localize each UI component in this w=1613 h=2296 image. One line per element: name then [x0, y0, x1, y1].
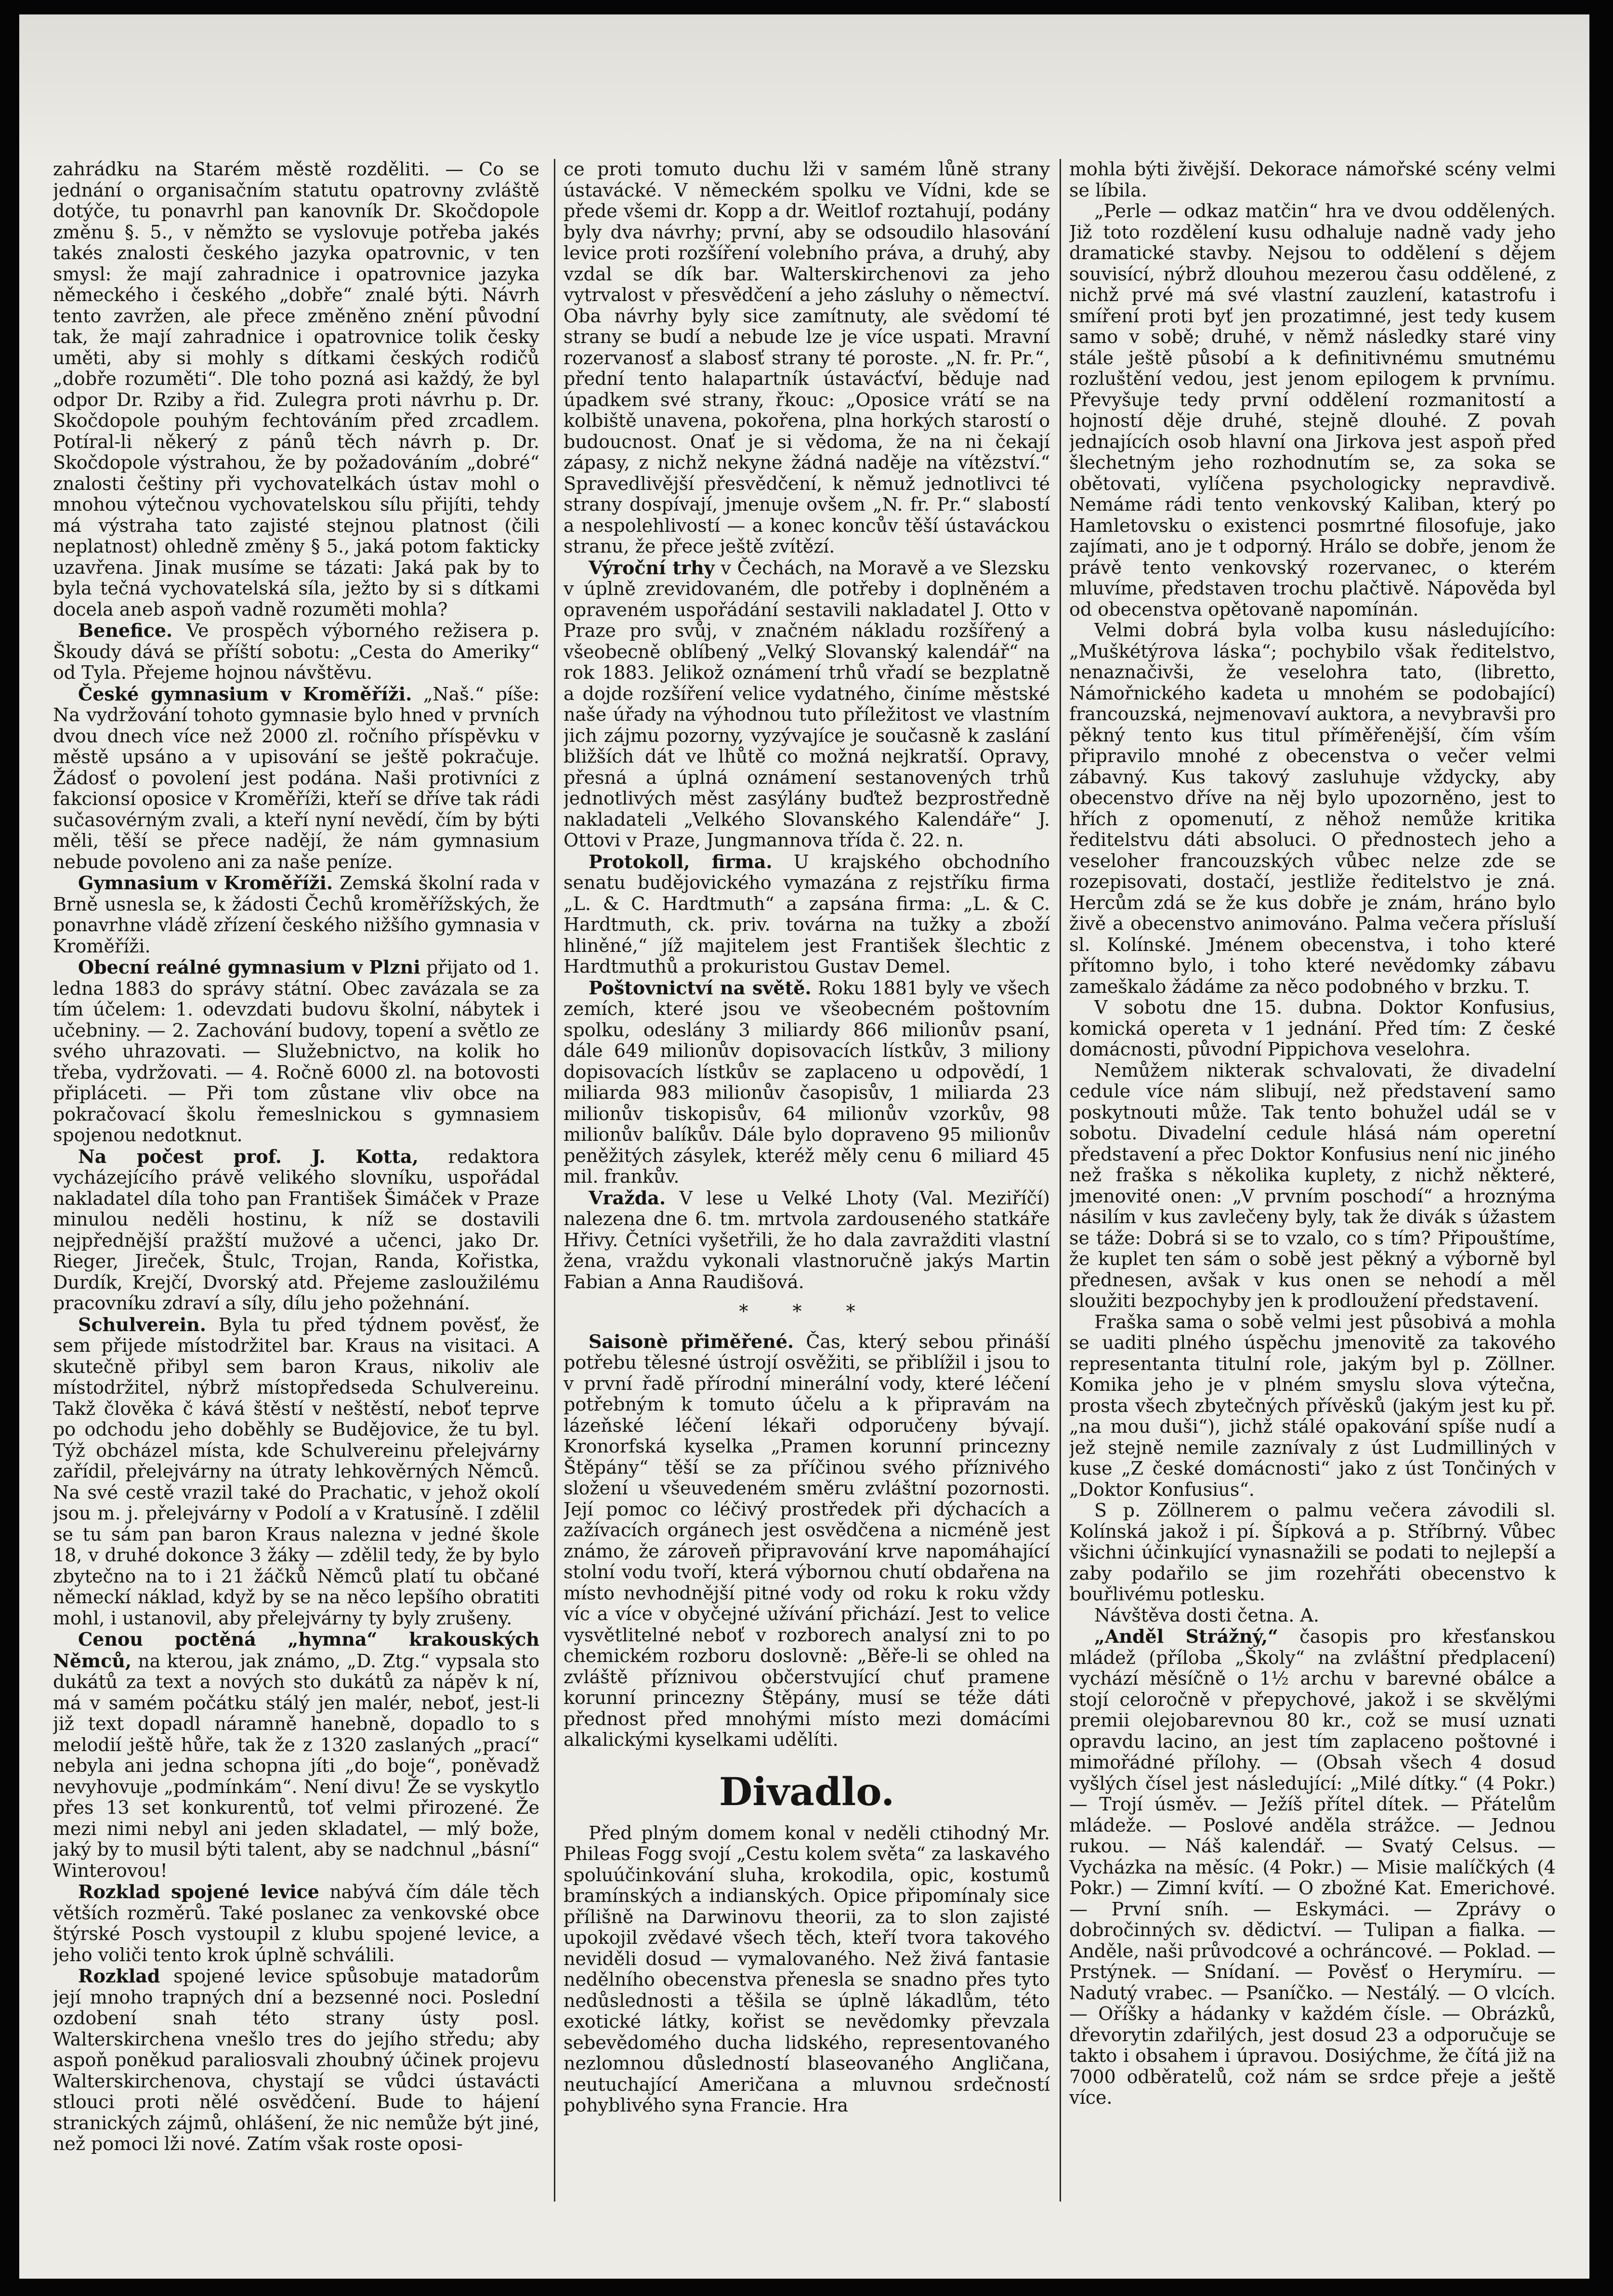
article-paragraph: [1069, 159, 1556, 201]
article-paragraph: [564, 1823, 1050, 2116]
article-text: zahrádku na Starém městě rozděliti. — Co se jednání o organisačním statutu opatrovny zvláště dotýče, tu ponavrhl pan kanovník Dr. Skočdopole změnu §. 5., v němžto se vyslovuje potřeba jakés takés znalosti českého jazyka opatrovnic, v ten smysl: že mají zahradnice i opatrovnice jazyka německého i českého „dobře“ znalé býti. Návrh tento zavržen, ale přece změněno znění původní tak, že mají zahradnice i opatrovnice tolik česky uměti, aby si mohly s dítkami českých rodičů „dobře rozuměti“. Dle toho pozná asi každý, že byl odpor Dr. Rziby a řid. Zulegra proti návrhu p. Dr. Skočdopole pouhým fechtováním před zrcadlem. Potíral-li někerý z pánů těch návrh p. Dr. Skočdopole výstrahou, že by požadováním „dobré“ znalosti češtiny při vychovatelkách ústav mohl o mnohou výtečnou vychovatelskou sílu přijíti, tehdy má výstraha tato zajisté stejnou platnost (čili neplatnost) ohledně změny § 5., jaká potom fakticky uzavřena. Jinak musíme se tázati: Jaká pak by to byla tečná vychovatelská síla, ježto by si s dítkami docela aneb aspoň vadně rozuměti mohla?: [53, 159, 539, 620]
article-text: Roku 1881 byly ve všech zemích, které jsou ve všeobecném poštovním spolku, odeslány 3 miliardy 866 milionův psaní, dále 649 milionův dopisovacích lístkův, 3 miliony dopisovacích lístkův se zaplaceno u odpovědí, 1 miliarda 983 milionův časopisův, 1 miliarda 23 milionův tiskopisův, 64 milionův vzorkův, 98 milionův balíkův. Dále bylo dopraveno 95 milionův peněžitých zásylek, kteréž měly cenu 6 miliard 45 mil. frankův.: [564, 977, 1050, 1187]
article-headline: Poštovnictví na světě.: [589, 976, 812, 999]
article-text: Návštěva dosti četna. A.: [1094, 1604, 1319, 1626]
article-paragraph: [564, 1188, 1050, 1293]
column-rule: [1060, 159, 1061, 2202]
newspaper-page: [19, 14, 1589, 2279]
article-paragraph: [1069, 1626, 1556, 2109]
article-headline: Benefice.: [78, 620, 173, 641]
article-headline: Rozklad spojené levice: [78, 1881, 319, 1902]
article-paragraph: [1069, 1060, 1556, 1312]
article-paragraph: [1069, 201, 1556, 620]
article-text: přijato od 1. ledna 1883 do správy státní. Obec zavázala se za tím účelem: 1. odevzdati budovu školní, nábytek i učebniny. — 2. Zachování budovy, topení a světlo ze svého uhrazovati. — Služebnictvo, na kolik ho třeba, vydržovati. — 4. Ročně 6000 zl. na botovosti připláceti. — Při tom zůstane vliv obce na pokračovací školu řemeslnickou s gymnasiem spojenou nedotknut.: [53, 957, 539, 1146]
article-paragraph: [53, 159, 539, 620]
article-headline: Vražda.: [589, 1187, 666, 1209]
article-text: v Čechách, na Moravě a ve Slezsku v úplně zrevidovaném, dle potřeby i doplněném a opraveném uspořádání sestavili nakladatel J. Otto v Praze pro svůj, v značném nákladu rozšířený a všeobecně oblíbený „Velký Slovanský kalendář“ na rok 1883. Jelikož oznámení trhů vřadí se bezplatně a dojde rozšíření velice vydatného, činíme městské naše úřady na výhodnou tuto příležitost ve vlastním jich zájmu pozorny, vyzývajíce je současně k zaslání bližších dát ve lhůtě co možná nejkratší. Opravy, přesná a úplná oznámení sestanovených trhů jednotlivých měst zasýlány buďtež bezprostředně nakladateli „Velkého Slovanského Kalendáře“ J. Ottovi v Praze, Jungmannova třída č. 22. n.: [564, 557, 1050, 851]
article-paragraph: [1069, 1312, 1556, 1501]
article-headline: Cenou poctěná „hymna“ krakouských Němců,: [53, 1628, 539, 1672]
article-paragraph: [53, 1881, 539, 1966]
article-headline: „Anděl Strážný,“: [1094, 1625, 1278, 1647]
article-paragraph: [1069, 997, 1556, 1060]
article-text: Zemská školní rada v Brně usnesla se, k žádosti Čechů kroměřížských, že ponavrhne vládě zřízení českého nižšího gymnasia v Kroměříži.: [53, 872, 539, 957]
article-text: Byla tu před týdnem pověsť, že sem přijede místodržitel bar. Kraus na visitaci. A skutečně přibyl sem baron Kraus, nikoliv ale místodržitel, nýbrž místopředseda Schulvereinu. Takž člověka č kává štěstí v neštěstí, neboť teprve po odchodu jeho doběhly se Budějovice, že tu byl. Týž obcházel místa, kde Schulvereinu přelejvárny zařídil, přelejvárny na útraty lehkověrných Němců. Na své cestě vrazil také do Prachatic, v jehož okolí jsou m. j. přelejvárny v Podolí a v Kratusíně. I zdělil se tu sám pan baron Kraus nalezna v jedné škole 18, v druhé dokonce 3 žáky — zdělil tedy, že by bylo zbytečno na to i 21 žáčků Němců platí tu občané německí náklad, když by se na něco lepšího obratiti mohl, i ustanovil, aby přelejvárny ty byly zrušeny.: [53, 1314, 539, 1629]
column-3: [1069, 159, 1556, 2202]
article-paragraph: [53, 1966, 539, 2155]
article-paragraph: [564, 977, 1050, 1188]
article-headline: Schulverein.: [78, 1313, 207, 1335]
article-paragraph: [1069, 1500, 1556, 1605]
show-through-header: [19, 14, 1589, 159]
article-paragraph: [564, 851, 1050, 977]
article-text: nabývá čím dále těch větších rozměrů. Také poslanec za venkovské obce štýrské Posch vystoupil z klubu spojené levice, a jeho voliči tento krok úplně schválili.: [53, 1881, 539, 1966]
article-headline: Na počest prof. J. Kotta,: [78, 1145, 419, 1167]
article-text: „Naš.“ píše: Na vydržování tohoto gymnasie bylo hned v prvních dvou dnech více než 2000 zl. ročního příspěvku v městě upsáno a v upisování se ještě pokračuje. Žádosť o povolení jest podána. Naši protivníci z fakcionsí oposice v Kroměříži, kteří se dříve tak rádi sučasovérným zvali, a kteří nyní nevědí, čím by býti měli, těší se přece nadějí, že nám gymnasium nebude povoleno ani za naše peníze.: [53, 683, 539, 872]
article-paragraph: [1069, 620, 1556, 997]
article-text: časopis pro křesťanskou mládež (příloba „Školy“ na zvláštní předplacení) vychází měsíčně o 1½ archu v barevné obálce a stojí celoročně v přepychové, jakož i se skvělými premii olejobarevnou 80 kr., což se musí uznati opravdu lacino, an jest tím zaplaceno poštovné i mimořádné přílohy. — (Obsah všech 4 dosud vyšlých čísel jest následující: „Milé dítky.“ (4 Pokr.) — Trojí úsměv. — Ježíš přítel dítek. — Přátelům mládeže. — Poslové anděla strážce. — Jednou rukou. — Náš kalendář. — Svatý Celsus. — Vycházka na měsíc. (4 Pokr.) — Misie malíčkých (4 Pokr.) — Zimní kvítí. — O zbožné Kat. Emerichové. — První sníh. — Eskymáci. — Zprávy o dobročinných sv. dědictví. — Tulipan a fialka. — Anděle, naši průvodcové a ochráncové. — Poklad. — Prstýnek. — Snídaní. — Pověsť o Herymíru. — Nadutý vrabec. — Psaníčko. — Nestálý. — O vlcích. — Oříšky a hádanky v každém čísle. — Obrázků, dřevorytin zdařilých, jest dosud 23 a odporučuje se takto i obsahem i úpravou. Dosiýchme, že čítá již na 7000 odběratelů, což nám se srdce přeje a ještě více.: [1069, 1626, 1556, 2108]
article-text: redaktora vycházejícího právě velikého slovníku, uspořádal nakladatel díla toho pan František Šimáček v Praze minulou neděli hostinu, k níž se dostavili nejpřednější pražští mužové a učenci, jako Dr. Rieger, Jireček, Štulc, Trojan, Randa, Kořistka, Durdík, Krejčí, Dvorský atd. Přejeme zasloužilému pracovníku zdraví a síly, dílu jeho požehnání.: [53, 1146, 539, 1314]
article-paragraph: [53, 1314, 539, 1629]
article-headline: České gymnasium v Kroměříži.: [78, 683, 412, 705]
article-paragraph: [53, 1146, 539, 1314]
article-paragraph: [564, 1331, 1050, 1751]
article-headline: Gymnasium v Kroměříži.: [78, 872, 333, 894]
article-text: Fraška sama o sobě velmi jest působivá a mohla se uaditi plného úspěchu jmenovitě za takového representanta titulní role, jakým byl p. Zöllner. Komika jeho je v plném smyslu slova výtečna, prosta všech zbytečných přívěsků (jakým jest ku př. „na mou duši“), jichž stálé opakování spíše nudí a jež stejně nemile zaznívaly z úst Ludmilliných v kuse „Z české domácnosti“ jako z úst Tončiných v „Doktor Konfusius“.: [1069, 1311, 1556, 1500]
column-2: [564, 159, 1050, 2202]
article-text: Před plným domem konal v neděli ctihodný Mr. Phileas Fogg svojí „Cestu kolem světa“ za laskavého spoluúčinkování sluha, krokodila, opic, kostumů bramínských a indianských. Opice připomínaly sice přílišně na Darwinovu theorii, za to slon zajisté upokojil zvědavé všech těch, kteří tvora takového neviděli dosud — vymalovaného. Než živá fantasie nedělního obecenstva přenesla se snadno přes tyto nedůslednosti a těšila se úplně lákadlům, této exotické látky, kořist se nevědomky převzala sebevědomého ducha lidského, representovaného nezlomnou důsledností blaseovaného Angličana, neutuchající Američana a mluvnou srdečností pohyblivého syna Francie. Hra: [564, 1822, 1050, 2116]
section-heading: Divadlo.: [719, 1768, 895, 1814]
article-paragraph: [53, 620, 539, 684]
article-headline: Rozklad: [78, 1965, 160, 1987]
article-text: na kterou, jak známo, „D. Ztg.“ vypsala sto dukátů za text a nových sto dukátů za nápěv k ní, má v samém počátku stálý jen malér, neboť, jest-li již text dopadl náramně hanebně, dopadlo to s melodií ještě hůře, tak že z 1320 zaslaných „prací“ nebyla ani jedna schopna jíti „do boje“, poněvadž nevyhovuje „podmínkám“. Není divu! Že se vyskytlo přes 13 set konkurentů, toť velmi přirozené. Že mezi nimi nebyl ani jeden skladatel, — mlý bože, jaký by to musil býti talent, aby se nadchnul „básní“ Winterovou!: [53, 1650, 539, 1881]
article-headline: Výroční trhy: [589, 556, 715, 579]
article-text: V sobotu dne 15. dubna. Doktor Konfusius, komická opereta v 1 jednání. Před tím: Z české domácnosti, původní Pippichova veselohra.: [1069, 997, 1556, 1060]
article-text: Ve prospěch výborného režisera p. Škoudy dává se příští sobotu: „Cesta do Ameriky“ od Tyla. Přejeme hojnou návštěvu.: [53, 620, 539, 683]
article-paragraph: [1069, 1605, 1556, 1626]
column-rule: [554, 159, 555, 2202]
article-headline: Protokoll, firma.: [589, 850, 773, 872]
article-headline: Obecní reálné gymnasium v Plzni: [78, 956, 420, 978]
article-text: S p. Zöllnerem o palmu večera závodili sl. Kolínská jakož i pí. Šípková a p. Stříbrný. Vůbec všichni účinkující vynasnažili se podati to nejlepší a zaby podařilo se jim rozehřáti obecenstvo k bouřlivému potlesku.: [1069, 1500, 1556, 1605]
article-paragraph: [564, 159, 1050, 557]
article-text: V lese u Velké Lhoty (Val. Meziříčí) nalezena dne 6. tm. mrtvola zardouseného statkáře Hřivy. Četníci vyšetřili, že ho dala zavražditi vlastní žena, vraždu vykonali vlastnoručně jakýs Martin Fabian a Anna Raudišová.: [564, 1187, 1050, 1293]
article-paragraph: [53, 1629, 539, 1881]
article-text: Čas, který sebou přináší potřebu tělesné ústrojí osvěžiti, se přiblížil i jsou to v první řadě přírodní minerální vody, které léčení potřebným k tomuto účelu a k připravám na lázeňské léčení lékaři odporučeny bývají. Kronorfská kyselka „Pramen korunní princezny Štěpány“ těší se za příčinou svého příznivého složení u všeuvedeném směru zvláštní pozornosti. Její pomoc co léčivý prostředek při dýchacích a zažívacích orgánech jest osvědčena a nicméně jest známo, že zároveň připravování krve napomáhající stolní vodu tvoří, která výbornou chutí obdařena na místo nevhodnější pitné vody od roku k roku vždy víc a více v obyčejné užívání přichází. Jest to velice vysvětlitelné neboť v rozborech analysí zni to po chemickém rozboru doslovně: „Běře-li se ohled na zvláště příznivou občerstvující chuť pramene korunní princezny Štěpány, musí se téže dáti přednost před mnohými místo mezi domácími alkalickými kyselkami udělíti.: [564, 1331, 1050, 1750]
column-1: [53, 159, 539, 2202]
article-paragraph: [53, 872, 539, 957]
article-headline: Saisonè přiměřené.: [589, 1330, 794, 1352]
article-text: „Perle — odkaz matčin“ hra ve dvou oddělených. Již toto rozdělení kusu odhaluje nadně vady jeho dramatické stavby. Nejsou to oddělení s dějem souvisící, nýbrž dlouhou mezerou času oddělené, z nichž prvé má své vlastní zauzlení, katastrofu i smíření proti byť jen prozatimné, jest tedy kusem samo v sobě; druhé, v němž následky staré viny stále ještě působí a k definitivnému smutnému rozluštění vedou, jest jenom epilogem k prvnímu. Převyšuje tedy první oddělení rozmanitostí a hojností děje druhé, stejně dlouhé. Z povah jednajících osob hlavní ona Jirkova jest aspoň před šlechetným jeho rozhodnutím se, za soka se obětovati, vylíčena psychologicky nepravdivě. Nemáme rádi tento venkovský Kaliban, který po Hamletovsku o existenci posmrtné filosofuje, jako zajímati, ano je t odporný. Hrálo se dobře, jenom že právě tento venkovský rozervanec, o kterém mluvíme, představen trochu plačtivě. Nápověda byl od obecenstva opětovaně napomínán.: [1069, 200, 1556, 620]
article-text: mohla býti živější. Dekorace námořské scény velmi se líbila.: [1069, 159, 1556, 201]
article-paragraph: [53, 957, 539, 1146]
section-separator: * * *: [739, 1301, 875, 1322]
article-paragraph: [53, 684, 539, 873]
article-text: U krajského obchodního senatu budějovického vymazána z rejstříku firma „L. & C. Hardtmuth“ a zapsána firma: „L. & C. Hardtmuth, ck. priv. továrna na tužky a zboží hliněné,“ jíž majitelem jest František šlechtic z Hardtmuthů a prokuristou Gustav Demel.: [564, 851, 1050, 977]
article-text: Velmi dobrá byla volba kusu následujícího: „Muškétýrova láska“; pochybilo však ředitelstvo, nenaznačivši, že veselohra tato, (libretto, Námořnického kadeta u mnohém se podobající) francouzská, nejmenovaví auktora, a nevybravši pro pěkný tento kus titul příměřenější, čím vším připravilo mnohé z obecenstva o večer velmi zábavný. Kus takový zasluhuje vždycky, aby obecenstvo dříve na něj bylo upozorněno, jest to hřích z opomenutí, z něhož nemůže kritika ředitelstvu dáti absoluci. O přednostech jeho a veseloher francouzských vůbec nelze zde se rozepisovati, dostačí, jestliže ředitelstvo je zná. Hercům zdá se že kus dobře je znám, hráno bylo živě a obecenstvo animováno. Palma večera přísluší sl. Kolínské. Jménem obecenstva, i toho které přítomno bylo, i toho které nevědomky zábavu zameškalo žádáme za něco podobného v brzku. T.: [1069, 620, 1556, 997]
article-text: ce proti tomuto duchu lži v samém lůně strany ústavácké. V německém spolku ve Vídni, kde se přede všemi dr. Kopp a dr. Weitlof roztahují, podány byly dva návrhy; první, aby se odsoudilo hlasování levice proti rozšíření volebního práva, a druhý, aby vzdal se dík bar. Walterskirchenovi za jeho vytrvalost v přesvědčení a jeho zásluhy o němectví. Oba návrhy byly sice zamítnuty, ale svědomí té strany se budí a nebude lze je více uspati. Mravní rozervanosť a slabosť strany té poroste. „N. fr. Pr.“, přední tento halapartník ústavácťví, běduje nad úpadkem své strany, řkouc: „Oposice vrátí se na kolbiště unavena, pokořena, plna horkých starostí o budoucnost. Onať je si vědoma, že na ni čekají zápasy, z nichž nekyne žádná naděje na vítězství.“ Spravedlivější přesvědčení, k němuž jednotlivci té strany dospívají, jmenuje ovšem „N. fr. Pr.“ slabostí a nespolehlivostí — a konec koncův těší ústaváckou stranu, že přece ještě zvítězí.: [564, 159, 1050, 557]
article-text: spojené levice spůsobuje matadorům její mnoho trapných dní a bezsenné noci. Poslední ozdobení snah této strany ústy posl. Walterskirchena vnešlo tres do jejího středu; aby aspoň poněkud paraliosvali zhoubný účinek projevu Walterskirchenova, chystají se vůdci ústavácti stlouci proti nělé osvědčení. Bude to hájení stranických zájmů, ohlášení, že nic nemůže být jiné, než pomoci lži nové. Zatím však roste oposi-: [53, 1966, 539, 2154]
article-text: Nemůžem nikterak schvalovati, že divadelní cedule více nám slibují, než představení samo poskytnouti může. Tak tento bohužel udál se v sobotu. Divadelní cedule hlásá nám operetní představení a přec Doktor Konfusius není nic jiného než fraška s několika kuplety, z nichž některé, jmenovité onen: „V prvním poschodí“ a hroznýma násilím v kus zavlečeny byly, tak že divák s úžastem se táže: Dobrá si se to vzalo, co s tím? Připouštíme, že kuplet ten sám o sobě jest pěkný a výborně byl přednesen, avšak v kus onen se nehodí a měl sloužiti bezpochyby jen k prodloužení představení.: [1069, 1059, 1556, 1311]
article-paragraph: [564, 557, 1050, 851]
